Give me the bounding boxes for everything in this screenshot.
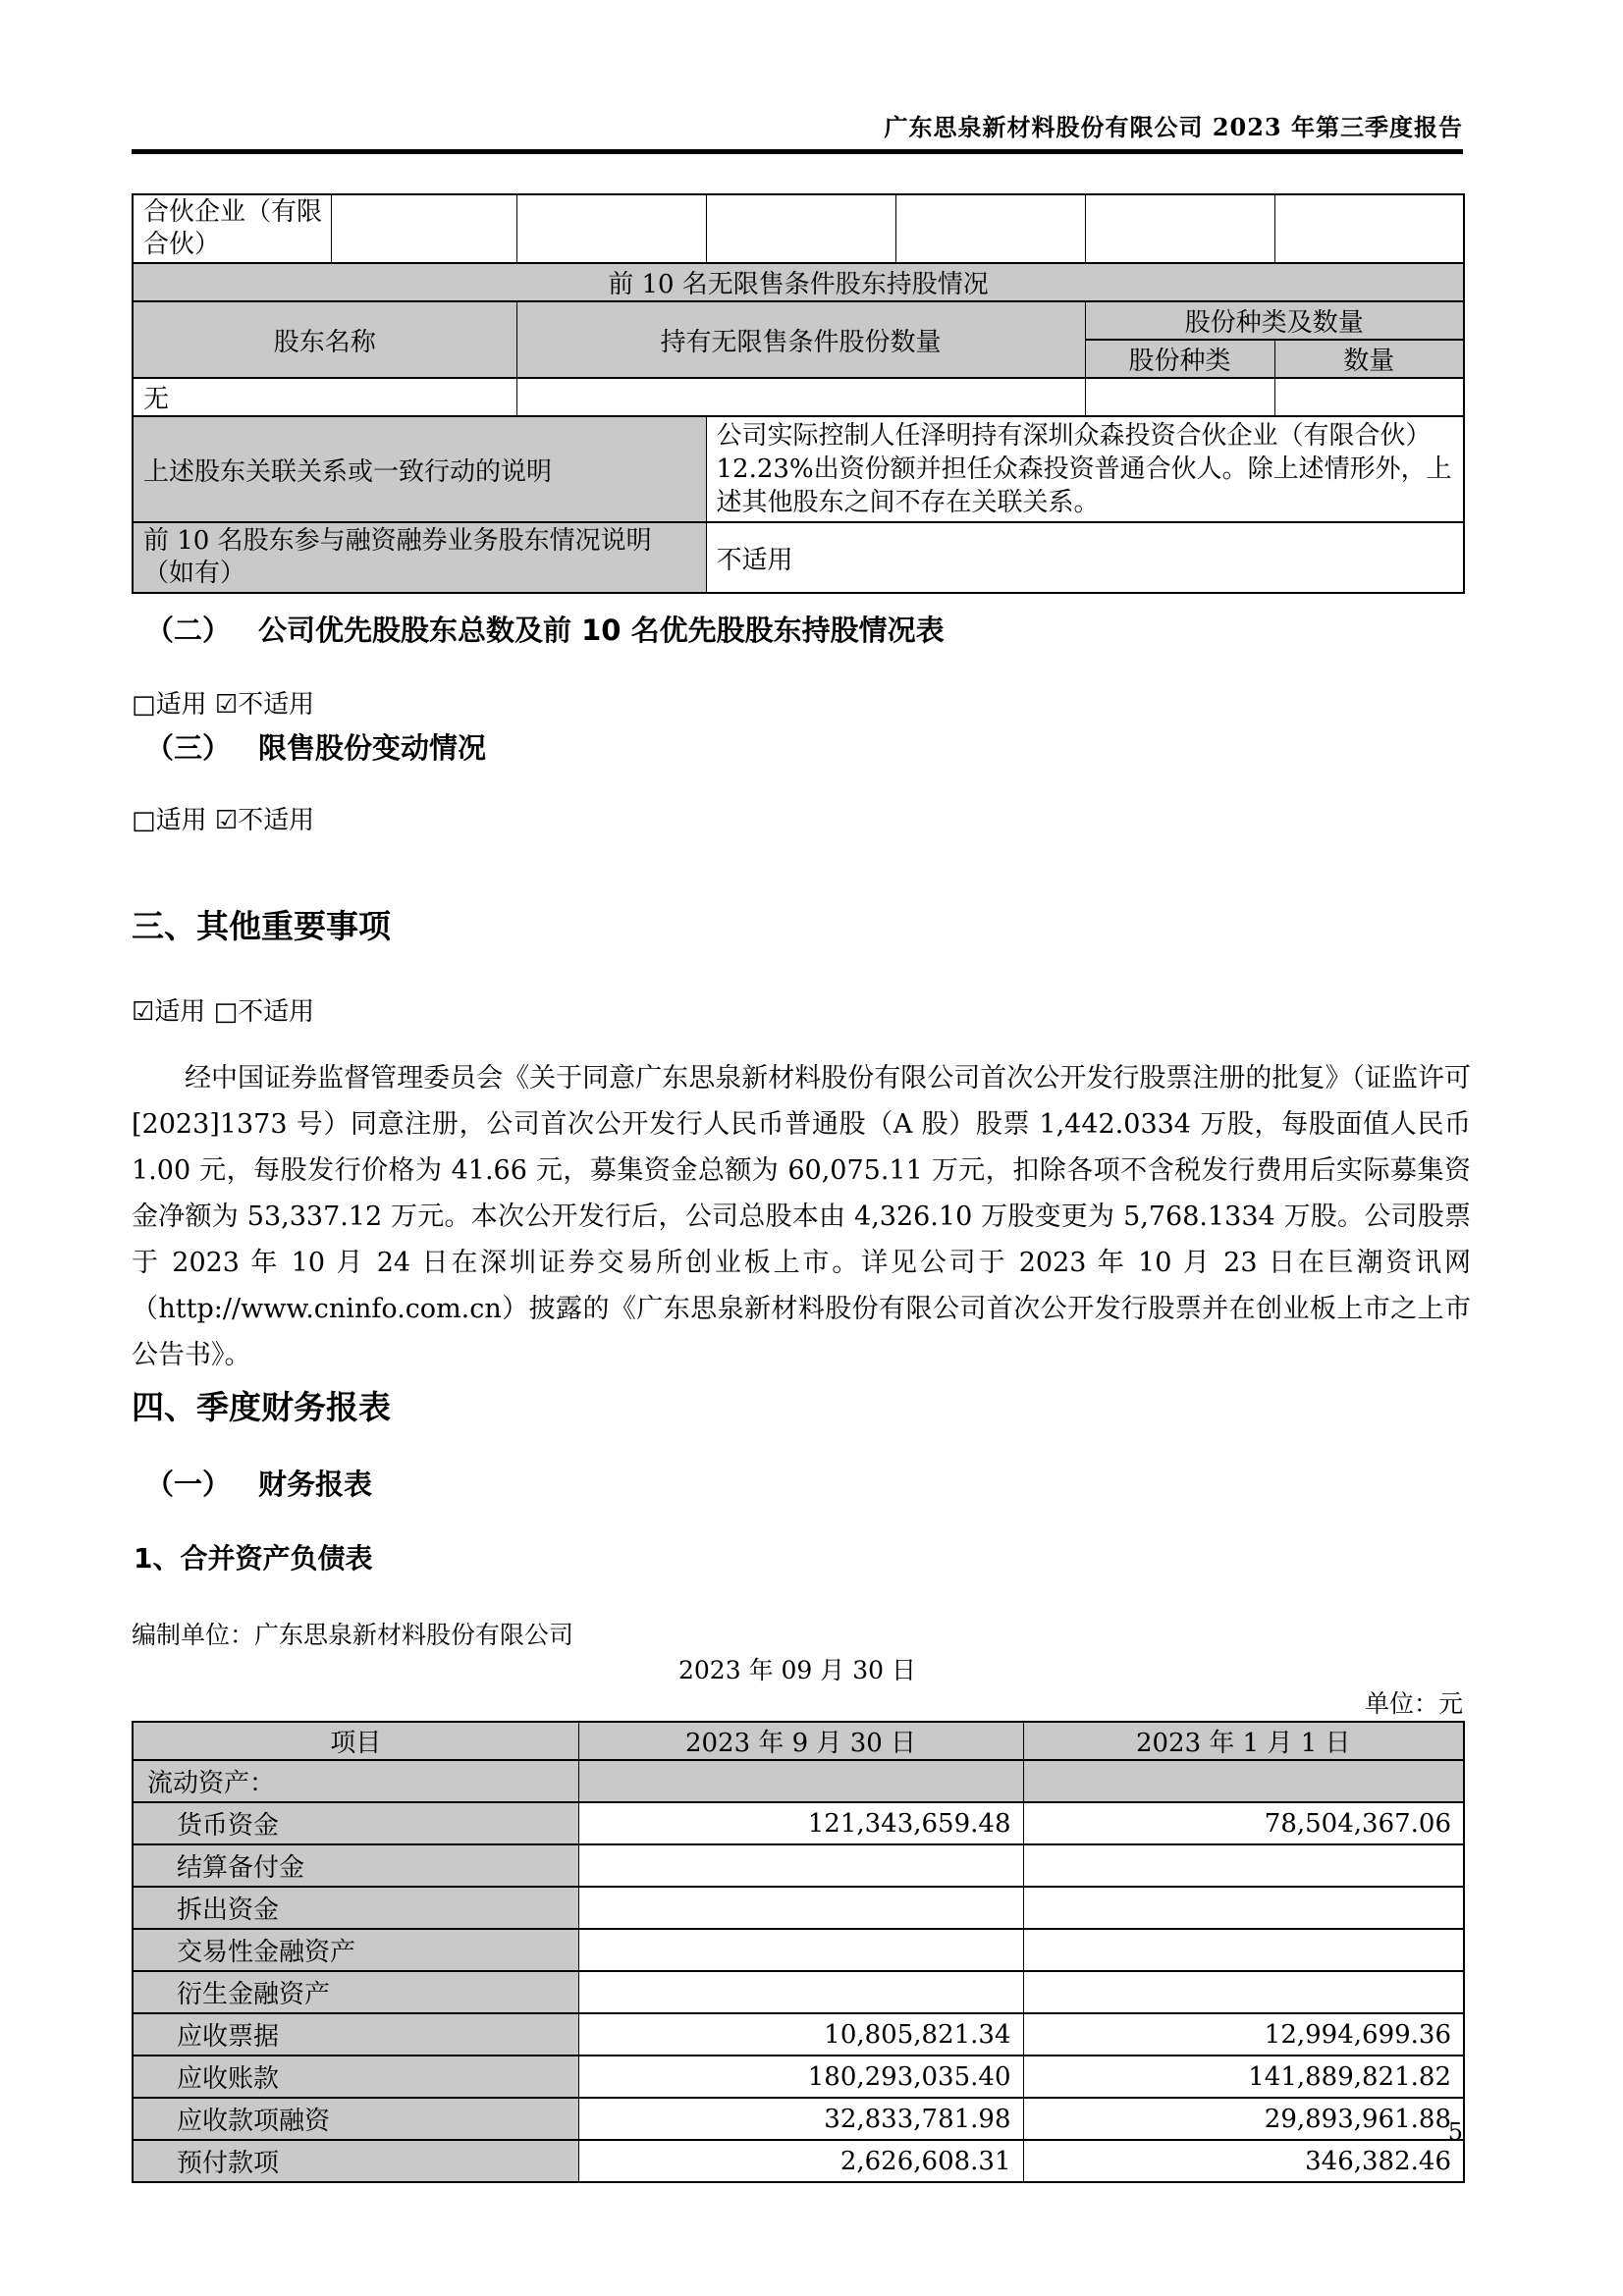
col-header-share-type: 股份种类: [1085, 340, 1274, 378]
table-row: [133, 1887, 1464, 1929]
section-2-heading: [145, 609, 1477, 649]
bs-value-cell: 10,805,821.34: [578, 2013, 1023, 2056]
top10-unrestricted-header: 前 10 名无限售条件股东持股情况: [133, 263, 1464, 301]
margin-trading-value-cell: 不适用: [706, 522, 1464, 593]
bs-item-cell: 交易性金融资产: [133, 1929, 578, 1971]
table-row: [133, 301, 1464, 340]
bs-value-cell: 141,889,821.82: [1023, 2056, 1464, 2098]
bs-value-cell: [1023, 1844, 1464, 1887]
bs-value-cell: [578, 1760, 1023, 1802]
other-matters-applicable: ☑适用 □不适用: [132, 997, 315, 1027]
bs-value-cell: 346,382.46: [1023, 2140, 1464, 2182]
bs-value-cell: 2,626,608.31: [578, 2140, 1023, 2182]
table-row: [133, 1760, 1464, 1802]
bs-item-cell: 结算备付金: [133, 1844, 578, 1887]
balance-sheet-table: [132, 1721, 1465, 2183]
shareholder-table: [132, 193, 1465, 594]
col-header-share-type-and-qty: 股份种类及数量: [1085, 301, 1464, 340]
table-header-row: [133, 1722, 1464, 1760]
other-matters-heading: 三、其他重要事项: [132, 907, 391, 945]
empty-cell: [516, 194, 706, 263]
bs-item-cell: 预付款项: [133, 2140, 578, 2182]
table-row: [133, 2140, 1464, 2182]
empty-cell: [331, 194, 516, 263]
bs-item-cell: 应收款项融资: [133, 2098, 578, 2140]
bs-value-cell: 32,833,781.98: [578, 2098, 1023, 2140]
section-3-applicable: □适用 ☑不适用: [132, 806, 315, 835]
section-3-heading: [145, 726, 1477, 767]
bs-col-period-1: 2023 年 9 月 30 日: [578, 1722, 1023, 1760]
bs-item-cell: 拆出资金: [133, 1887, 578, 1929]
table-row: [133, 1802, 1464, 1844]
page-number: 5: [1447, 2118, 1463, 2146]
bs-value-cell: [578, 1929, 1023, 1971]
page-header-title: 广东思泉新材料股份有限公司 2023 年第三季度报告: [884, 113, 1463, 141]
empty-cell: [1085, 378, 1274, 416]
bs-value-cell: [1023, 1971, 1464, 2013]
bs-item-cell: 衍生金融资产: [133, 1971, 578, 2013]
bs-item-cell: 流动资产：: [133, 1760, 578, 1802]
empty-cell: [706, 194, 895, 263]
empty-cell: [1274, 378, 1464, 416]
table-row: [133, 378, 1464, 416]
none-cell: 无: [133, 378, 516, 416]
bs-value-cell: [578, 1887, 1023, 1929]
header-rule: [132, 149, 1463, 154]
prepared-by: 编制单位：广东思泉新材料股份有限公司: [132, 1621, 574, 1649]
col-header-unrestricted-shares: 持有无限售条件股份数量: [516, 301, 1085, 378]
bs-item-cell: 货币资金: [133, 1802, 578, 1844]
bs-value-cell: [1023, 1929, 1464, 1971]
other-matters-paragraph: 经中国证券监督管理委员会《关于同意广东思泉新材料股份有限公司首次公开发行股票注册的批复》（证监许可[2023]1373 号）同意注册，公司首次公开发行人民币普通股（A 股）股票 1,442.0334 万股，每股面值人民币 1.00 元，每股发行价格为 41.66 元，募集资金总额为 60,075.11 万元，扣除各项不含税发行费用后实际募集资金净额为 53,337.12 万元。本次公开发行后，公司总股本由 4,326.10 万股变更为 5,768.1334 万股。公司股票于 2023 年 10 月 24 日在深圳证券交易所创业板上市。详见公司于 2023 年 10 月 23 日在巨潮资讯网（http://www.cninfo.com.cn）披露的《广东思泉新材料股份有限公司首次公开发行股票并在创业板上市之上市公告书》。: [132, 1063, 1471, 1370]
bs-value-cell: [578, 1844, 1023, 1887]
empty-cell: [516, 378, 1085, 416]
relation-text-cell: 公司实际控制人任泽明持有深圳众森投资合伙企业（有限合伙）12.23%出资份额并担任众森投资普通合伙人。除上述情形外，上述其他股东之间不存在关联关系。: [706, 416, 1464, 522]
bs-value-cell: [578, 1971, 1023, 2013]
relation-label-cell: 上述股东关联关系或一致行动的说明: [133, 416, 706, 522]
financial-sub-heading: [145, 1463, 1477, 1503]
empty-cell: [895, 194, 1085, 263]
partnership-label-cell: 合伙企业（有限合伙）: [133, 194, 331, 263]
page-header: [132, 108, 1463, 142]
table-row: [133, 522, 1464, 593]
section-3-title: 限售股份变动情况: [258, 731, 487, 765]
margin-trading-label-cell: 前 10 名股东参与融资融券业务股东情况说明（如有）: [133, 522, 706, 593]
statement-date: 2023 年 09 月 30 日: [678, 1656, 916, 1684]
bs-value-cell: [1023, 1760, 1464, 1802]
bs-item-cell: 应收账款: [133, 2056, 578, 2098]
table-row: [133, 416, 1464, 522]
bs-value-cell: 12,994,699.36: [1023, 2013, 1464, 2056]
bs-col-period-2: 2023 年 1 月 1 日: [1023, 1722, 1464, 1760]
unit-label: 单位：元: [1364, 1689, 1463, 1718]
bs-value-cell: 29,893,961.88: [1023, 2098, 1464, 2140]
bs-col-item: 项目: [133, 1722, 578, 1760]
statement-title: 1、合并资产负债表: [134, 1542, 373, 1575]
financial-heading: 四、季度财务报表: [132, 1388, 391, 1426]
financial-sub-title: 财务报表: [258, 1468, 373, 1501]
section-2-title: 公司优先股股东总数及前 10 名优先股股东持股情况表: [258, 614, 945, 647]
table-row: [133, 1929, 1464, 1971]
table-row: [133, 263, 1464, 301]
table-row: [133, 1971, 1464, 2013]
bs-value-cell: 180,293,035.40: [578, 2056, 1023, 2098]
section-3-number: （三）: [145, 731, 232, 765]
empty-cell: [1085, 194, 1274, 263]
table-row: [133, 2013, 1464, 2056]
bs-item-cell: 应收票据: [133, 2013, 578, 2056]
col-header-shareholder-name: 股东名称: [133, 301, 516, 378]
bs-value-cell: 121,343,659.48: [578, 1802, 1023, 1844]
table-row: [133, 1844, 1464, 1887]
table-row: [133, 194, 1464, 263]
bs-value-cell: [1023, 1887, 1464, 1929]
section-2-applicable: □适用 ☑不适用: [132, 690, 315, 720]
table-row: [133, 2056, 1464, 2098]
empty-cell: [1274, 194, 1464, 263]
bs-value-cell: 78,504,367.06: [1023, 1802, 1464, 1844]
col-header-qty: 数量: [1274, 340, 1464, 378]
financial-sub-number: （一）: [145, 1468, 232, 1501]
section-2-number: （二）: [145, 614, 232, 647]
